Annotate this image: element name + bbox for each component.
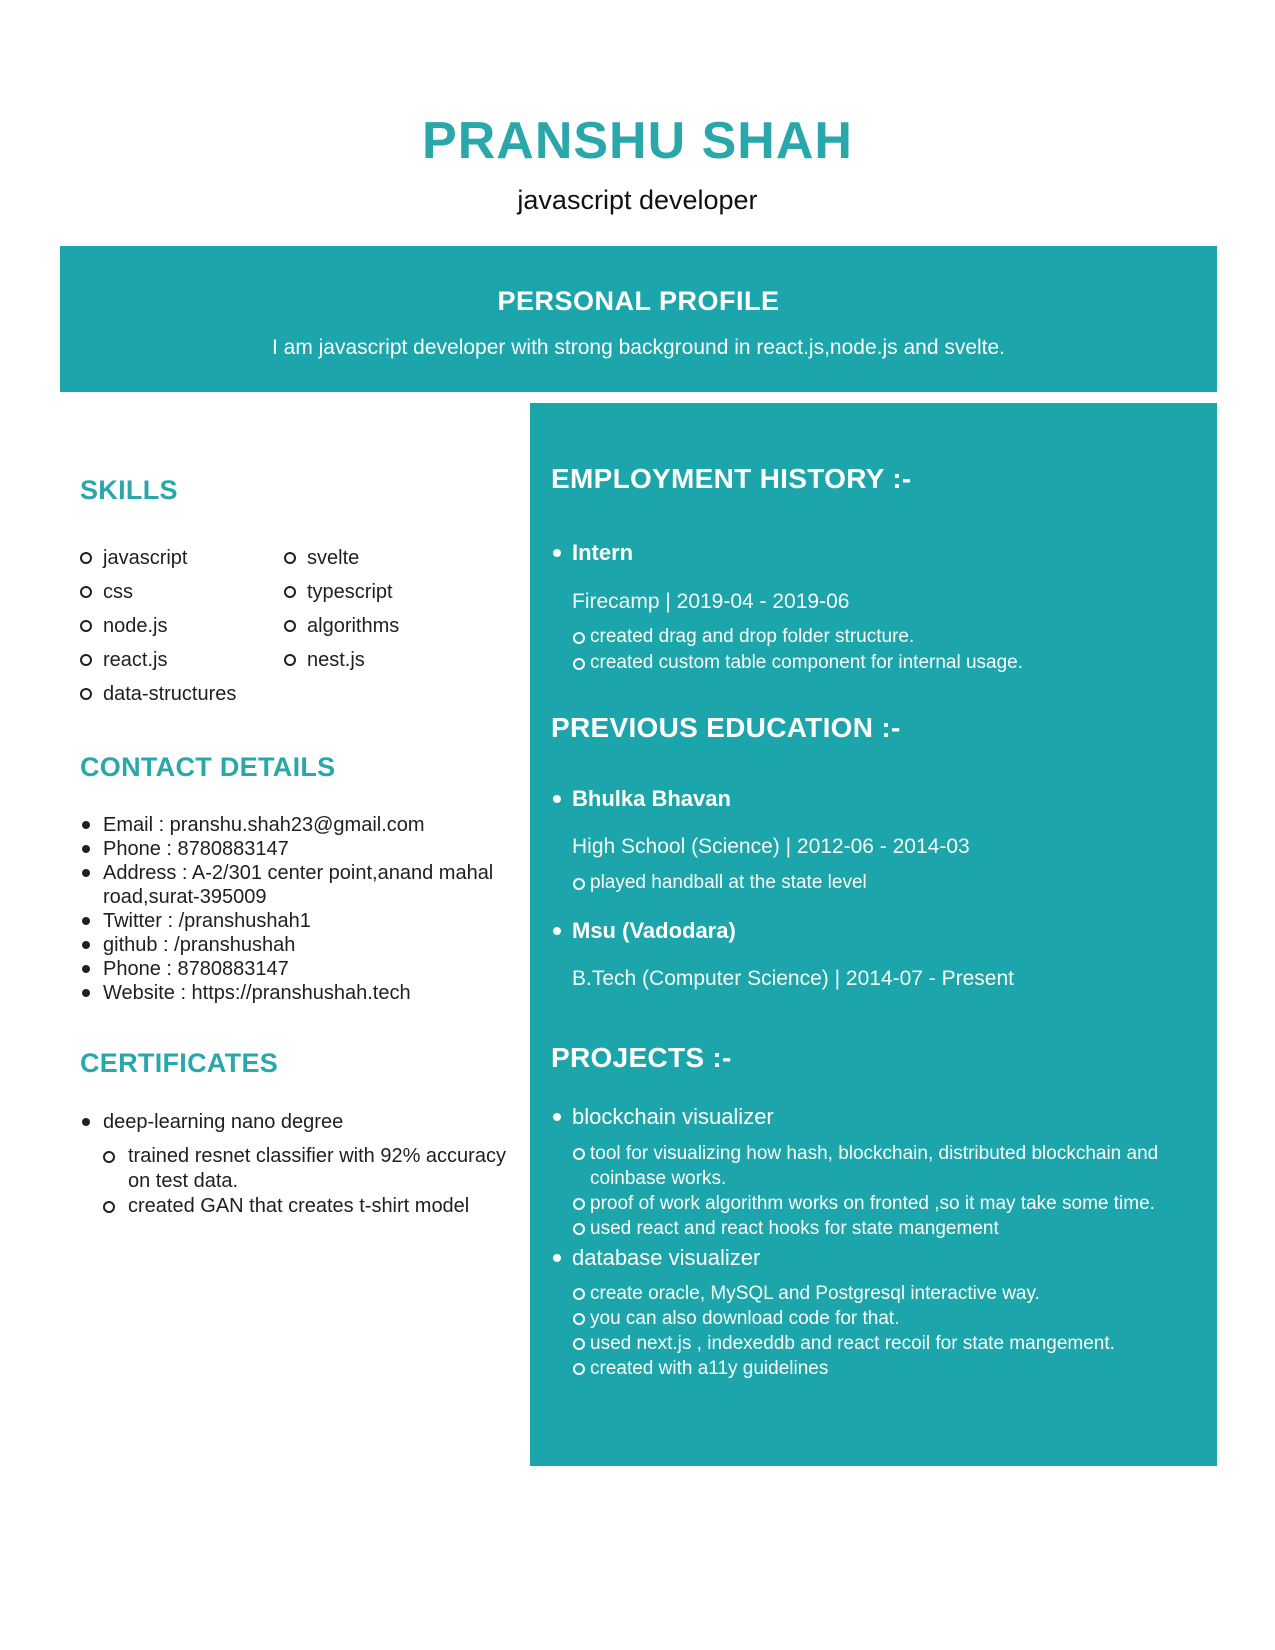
skill-item: react.js [80, 643, 284, 677]
contact-item-address: Address : A-2/301 center point,anand mahal road,surat-395009 [80, 861, 520, 909]
school-detail: played handball at the state level [551, 870, 1193, 896]
right-panel [530, 403, 1217, 1466]
project-details [551, 1141, 1193, 1241]
personal-profile-heading: PERSONAL PROFILE [497, 286, 780, 316]
project-detail: used react and react hooks for state mangement [551, 1216, 1193, 1241]
header-subtitle: javascript developer [517, 185, 758, 215]
skills-column-1 [80, 541, 284, 711]
certificate-detail: trained resnet classifier with 92% accuracy on test data. [103, 1144, 520, 1194]
project-detail: created with a11y guidelines [551, 1356, 1193, 1381]
certificates-heading: CERTIFICATES [80, 1048, 279, 1078]
contact-item-phone-2: Phone : 8780883147 [80, 957, 520, 981]
skills-column-2 [284, 541, 520, 711]
page-title: PRANSHU SHAH [422, 112, 853, 170]
project-title: blockchain visualizer [572, 1103, 1193, 1131]
project-detail: create oracle, MySQL and Postgresql interactive way. [551, 1281, 1193, 1306]
skill-item: javascript [80, 541, 284, 575]
left-column [80, 475, 520, 1219]
previous-education-heading: PREVIOUS EDUCATION :- [551, 712, 901, 743]
school-title: Msu (Vadodara) [572, 917, 1193, 945]
school-meta: High School (Science) | 2012-06 - 2014-03 [572, 835, 970, 858]
project-details [551, 1281, 1193, 1381]
certificate-detail: created GAN that creates t-shirt model [103, 1194, 520, 1219]
contact-details-heading: CONTACT DETAILS [80, 752, 336, 782]
skills-list [80, 541, 520, 711]
contact-item-website: Website : https://pranshushah.tech [80, 981, 520, 1005]
job-title: Intern [572, 539, 1193, 567]
projects-heading: PROJECTS :- [551, 1042, 732, 1073]
contact-item-phone: Phone : 8780883147 [80, 837, 520, 861]
project-detail: used next.js , indexeddb and react recoil for state mangement. [551, 1331, 1193, 1356]
skill-item: typescript [284, 575, 520, 609]
certificate-details [80, 1144, 520, 1219]
contact-item-twitter: Twitter : /pranshushah1 [80, 909, 520, 933]
project-title: database visualizer [572, 1244, 1193, 1272]
contact-list [80, 813, 520, 1005]
skill-item: nest.js [284, 643, 520, 677]
certificates-list [80, 1108, 520, 1136]
skill-item: node.js [80, 609, 284, 643]
school-details [551, 870, 1193, 896]
personal-profile-banner [60, 246, 1217, 392]
skills-heading: SKILLS [80, 475, 178, 505]
skill-item: svelte [284, 541, 520, 575]
school-meta: B.Tech (Computer Science) | 2014-07 - Present [572, 967, 1014, 990]
contact-item-email: Email : pranshu.shah23@gmail.com [80, 813, 520, 837]
project-detail: tool for visualizing how hash, blockchain, distributed blockchain and coinbase works. [551, 1141, 1193, 1191]
job-meta: Firecamp | 2019-04 - 2019-06 [572, 590, 850, 613]
skill-item: css [80, 575, 284, 609]
job-details [551, 624, 1193, 676]
job-detail: created custom table component for internal usage. [551, 650, 1193, 676]
skill-item: algorithms [284, 609, 520, 643]
contact-item-github: github : /pranshushah [80, 933, 520, 957]
project-detail: you can also download code for that. [551, 1306, 1193, 1331]
job-detail: created drag and drop folder structure. [551, 624, 1193, 650]
skill-item: data-structures [80, 677, 284, 711]
certificate-item: deep-learning nano degree [80, 1108, 520, 1136]
project-detail: proof of work algorithm works on fronted ,so it may take some time. [551, 1191, 1193, 1216]
employment-history-heading: EMPLOYMENT HISTORY :- [551, 463, 912, 494]
school-title: Bhulka Bhavan [572, 785, 1193, 813]
personal-profile-text: I am javascript developer with strong background in react.js,node.js and svelte. [271, 336, 1006, 359]
